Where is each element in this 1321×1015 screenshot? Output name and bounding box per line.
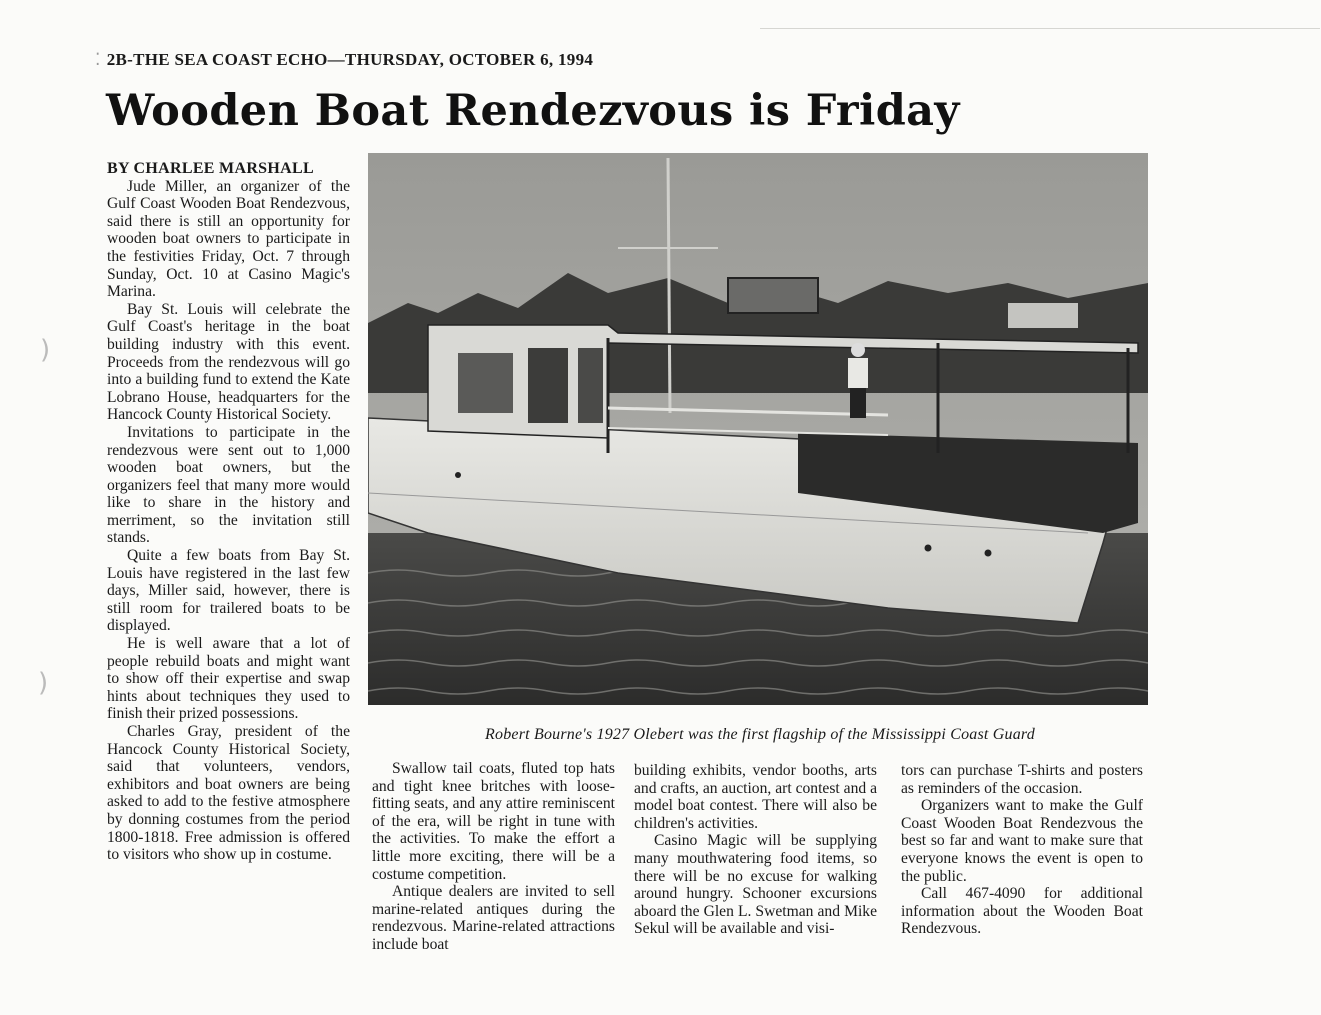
scan-edge-mark: ) [38, 668, 49, 698]
paragraph: Casino Magic will be supplying many mouthwatering food items, so there will be no excuse for walking around hungry. Schooner excursions aboard the Glen L. Swetman and Mike Sekul will be available and visi- [634, 832, 877, 938]
paragraph: building exhibits, vendor booths, arts and crafts, an auction, art contest and a model boat contest. There will also be children's activities. [634, 762, 877, 832]
scan-edge-mark: ) [40, 335, 51, 365]
paragraph: Quite a few boats from Bay St. Louis have registered in the last few days, Miller said, however, there is still room for trailered boats to be displayed. [107, 547, 350, 635]
paragraph: He is well aware that a lot of people rebuild boats and might want to show off their expertise and swap hints about techniques they used to finish their prized possessions. [107, 635, 350, 723]
article-column-4 [901, 762, 1143, 938]
paragraph: tors can purchase T-shirts and posters as reminders of the occasion. [901, 762, 1143, 797]
paragraph: Charles Gray, president of the Hancock County Historical Society, said that volunteers, vendors, exhibitors and boat owners are being asked to add to the festive atmosphere by donning costumes from the period 1800-1818. Free admission is offered to visitors who show up in costume. [107, 723, 350, 864]
byline: BY CHARLEE MARSHALL [107, 160, 314, 177]
paragraph: Organizers want to make the Gulf Coast Wooden Boat Rendezvous the best so far and want to make sure that everyone knows the event is open to the public. [901, 797, 1143, 885]
boat-photo-image [368, 153, 1148, 705]
page-top-rule [760, 28, 1320, 29]
paragraph: Invitations to participate in the rendezvous were sent out to 1,000 wooden boat owners, but the organizers feel that many more would like to share in the history and merriment, so the invitation still stands. [107, 423, 350, 547]
paragraph: Jude Miller, an organizer of the Gulf Coast Wooden Boat Rendezvous, said there is still an opportunity for wooden boat owners to participate in the festivities Friday, Oct. 7 through Sunday, Oct. 10 at Casino Magic's Marina. [107, 177, 350, 301]
article-column-1 [107, 160, 350, 864]
headline: Wooden Boat Rendezvous is Friday [106, 86, 960, 136]
article-column-2 [372, 760, 615, 954]
photo-caption: Robert Bourne's 1927 Olebert was the first flagship of the Mississippi Coast Guard [485, 726, 1035, 743]
paragraph: Bay St. Louis will celebrate the Gulf Coast's heritage in the boat building industry with this event. Proceeds from the rendezvous will go into a building fund to extend the Kate Lobrano House, headquarters for the Hancock County Historical Society. [107, 300, 350, 424]
paragraph: Call 467-4090 for additional information about the Wooden Boat Rendezvous. [901, 885, 1143, 938]
dateline-text: 2B-THE SEA COAST ECHO—THURSDAY, OCTOBER 6, 1994 [106, 50, 594, 69]
boat-photo [368, 153, 1148, 705]
article-column-3 [634, 762, 877, 938]
dateline: ⁚ 2B-THE SEA COAST ECHO—THURSDAY, OCTOBER 6, 1994 [95, 50, 594, 69]
paragraph: Swallow tail coats, fluted top hats and tight knee britches with loose-fitting seats, and any attire reminiscent of the era, will be right in tune with the activities. To make the effort a little more exciting, there will be a costume competition. [372, 760, 615, 883]
paragraph: Antique dealers are invited to sell marine-related antiques during the rendezvous. Marine-related attractions include boat [372, 883, 615, 953]
